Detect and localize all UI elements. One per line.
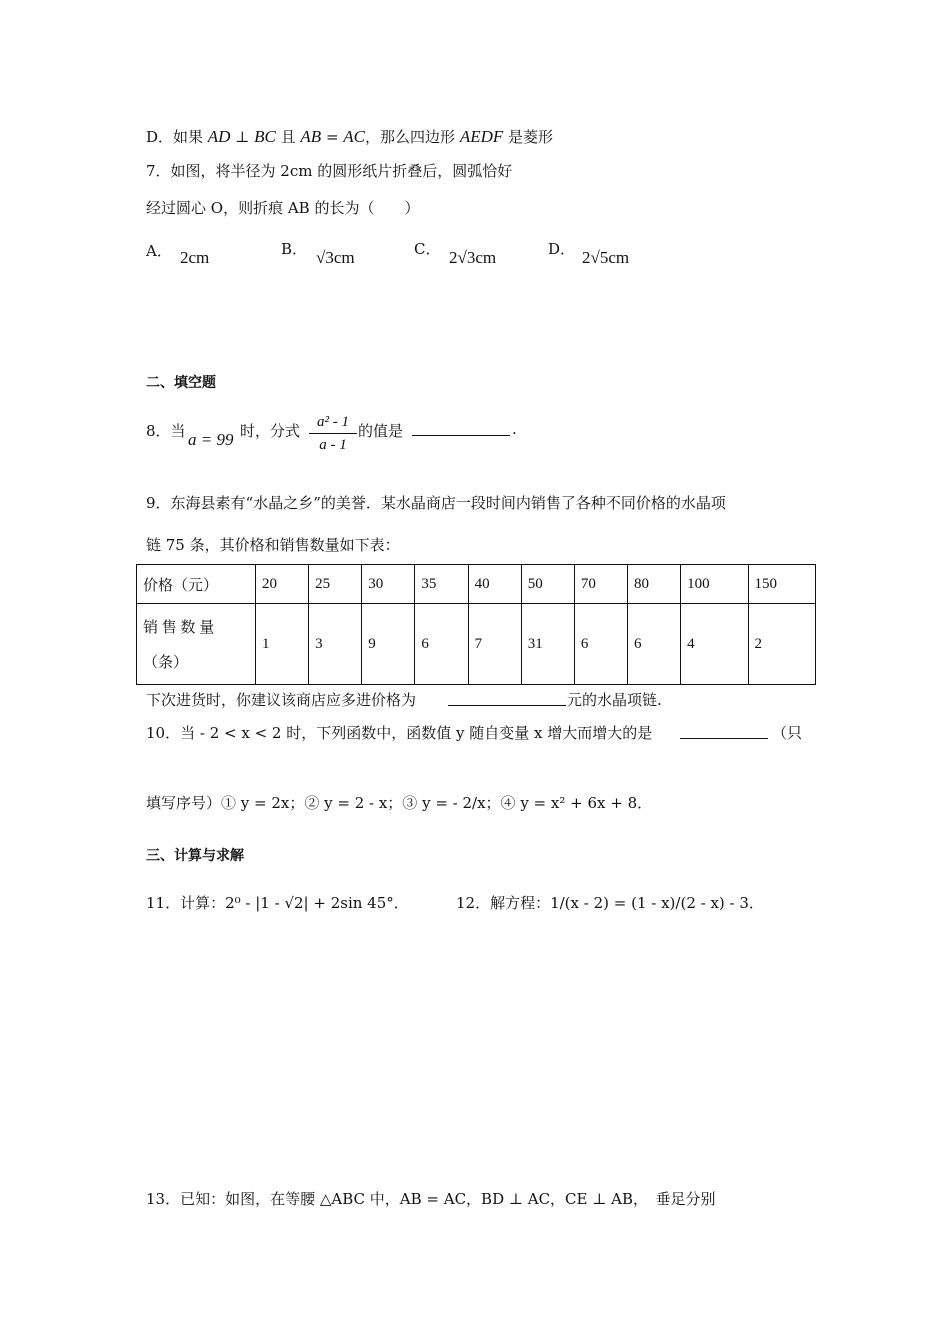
q7-option-a-label: A． [146, 242, 172, 260]
table-cell: 30 [362, 565, 415, 604]
q7-option-b-value: √3cm [316, 248, 355, 267]
q7-option-d-value: 2√5cm [582, 248, 630, 267]
table-row-count [137, 604, 816, 685]
q10-answer-blank[interactable] [680, 723, 768, 739]
table-cell: 6 [627, 604, 680, 685]
table-header-count-b: （条） [143, 655, 189, 671]
q7-line2: 经过圆心 O，则折痕 AB 的长为（ ） [146, 199, 420, 217]
table-cell: 150 [748, 565, 816, 604]
table-cell: 50 [521, 565, 574, 604]
q8-end: . [512, 420, 517, 438]
q9-line2: 链 75 条，其价格和销售数量如下表： [146, 536, 400, 554]
table-cell: 25 [309, 565, 362, 604]
q8-fraction [309, 414, 357, 454]
q7-option-c-value: 2√3cm [449, 248, 497, 267]
table-cell: 6 [574, 604, 627, 685]
q10-line2: 填写序号）① y = 2x；② y = 2 - x；③ y = - 2/x；④ y = x² + 6x + 8． [146, 794, 653, 812]
table-cell: 35 [415, 565, 468, 604]
q6-option-d: D．如果 AD ⊥ BC 且 AB = AC，那么四边形 AEDF 是菱形 [146, 127, 554, 146]
table-cell: 3 [309, 604, 362, 685]
sales-table [136, 564, 816, 685]
q13-line1: 13．已知：如图，在等腰 △ABC 中，AB = AC，BD ⊥ AC，CE ⊥ AB， 垂足分别 [146, 1190, 716, 1208]
q12-equation: 12．解方程：1/(x - 2) = (1 - x)/(2 - x) - 3． [456, 894, 764, 912]
table-cell: 80 [627, 565, 680, 604]
q7-option-d-label: D． [548, 240, 576, 258]
q8-numerator: a² - 1 [309, 414, 357, 434]
q7-option-a-value: 2cm [180, 248, 210, 267]
q8-prefix: 8．当 [146, 422, 186, 440]
q7-line1: 7．如图，将半径为 2cm 的圆形纸片折叠后，圆弧恰好 [146, 162, 513, 180]
table-cell: 9 [362, 604, 415, 685]
table-header-price: 价格（元） [137, 565, 256, 604]
q8-answer-blank[interactable] [412, 421, 510, 436]
table-cell: 100 [681, 565, 748, 604]
table-cell: 20 [256, 565, 309, 604]
table-cell: 1 [256, 604, 309, 685]
table-cell: 70 [574, 565, 627, 604]
table-cell: 2 [748, 604, 816, 685]
table-cell: 40 [468, 565, 521, 604]
q8-denominator: a - 1 [319, 437, 347, 453]
table-header-count-a: 销 售 数 量 [143, 620, 215, 636]
table-header-count [137, 604, 256, 685]
q9-answer-blank[interactable] [448, 689, 566, 706]
table-cell: 4 [681, 604, 748, 685]
q8-mid: 时，分式 [240, 422, 301, 440]
table-cell: 7 [468, 604, 521, 685]
q10-line1: 10．当 - 2 < x < 2 时，下列函数中，函数值 y 随自变量 x 增大而增大的是 [146, 724, 653, 742]
q10-line1-suffix: （只 [772, 724, 803, 742]
section-2-title: 二、填空题 [146, 375, 216, 391]
section-3-title: 三、计算与求解 [146, 848, 244, 864]
q11-expression: 11．计算：2⁰ - |1 - √2| + 2sin 45°． [146, 894, 409, 912]
q7-option-c-label: C． [414, 240, 441, 258]
q8-condition: a = 99 [188, 430, 234, 449]
q9-after-suffix: 元的水晶项链. [567, 691, 662, 709]
q9-line1: 9．东海县素有“水晶之乡”的美誉．某水晶商店一段时间内销售了各种不同价格的水晶项 [146, 494, 726, 512]
q8-suffix: 的值是 [358, 422, 404, 440]
table-cell: 6 [415, 604, 468, 685]
q9-after-prefix: 下次进货时，你建议该商店应多进价格为 [146, 691, 417, 709]
q7-option-b-label: B． [281, 240, 308, 258]
table-row-price [137, 565, 816, 604]
table-cell: 31 [521, 604, 574, 685]
